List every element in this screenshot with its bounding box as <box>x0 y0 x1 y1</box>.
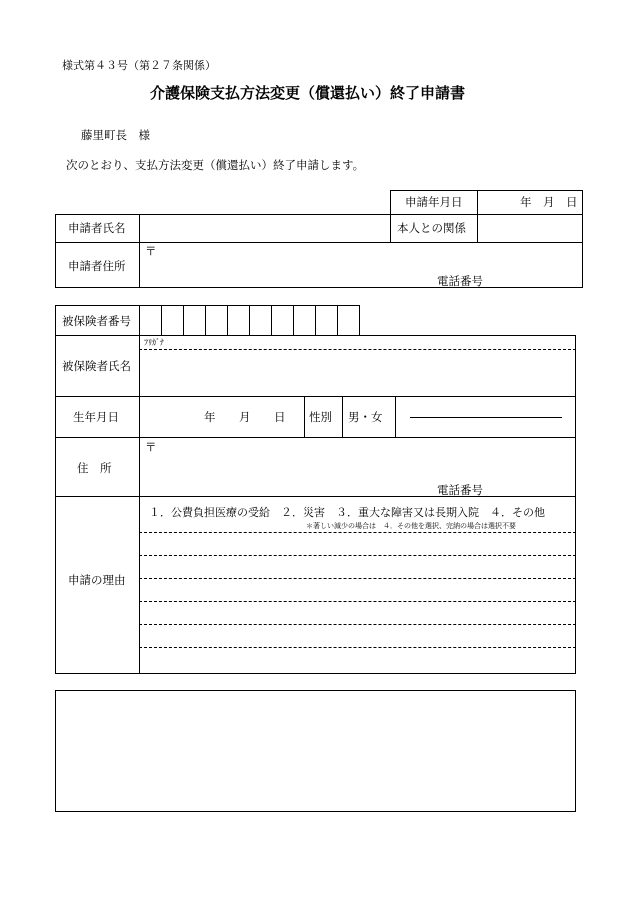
divider <box>395 396 396 438</box>
style-number: 様式第４３号（第２７条関係） <box>62 59 216 72</box>
reason-note: ＊著しい減少の場合は ４．その他を選択、完納の場合は選択不要 <box>306 522 516 530</box>
postal-mark: 〒 <box>145 440 157 454</box>
reason-options[interactable]: １．公費負担医療の受給 ２．災害 ３．重大な障害又は長期入院 ４．その他 <box>149 506 545 519</box>
applicant-address-field[interactable] <box>160 245 580 285</box>
applicant-name-label: 申請者氏名 <box>68 221 126 235</box>
relation-field[interactable] <box>480 216 580 240</box>
insured-name-field[interactable] <box>142 351 574 394</box>
birth-month-label: 月 <box>239 410 251 424</box>
insured-address-field[interactable] <box>160 441 574 493</box>
divider <box>55 396 576 397</box>
applicant-phone-label: 電話番号 <box>437 274 483 288</box>
divider <box>477 190 478 215</box>
insured-phone-label: 電話番号 <box>437 483 483 497</box>
divider <box>342 396 343 438</box>
addressee: 藤里町長 様 <box>81 128 150 142</box>
divider <box>55 242 583 243</box>
remarks-box[interactable] <box>55 690 576 812</box>
reason-label: 申請の理由 <box>68 573 126 587</box>
furigana-label: ﾌﾘｶﾞﾅ <box>144 338 164 347</box>
furigana-line <box>139 349 576 350</box>
divider <box>55 437 576 438</box>
gender-options[interactable]: 男・女 <box>348 410 383 424</box>
relation-label: 本人との関係 <box>397 221 466 235</box>
application-date-label: 申請年月日 <box>405 195 463 209</box>
remarks-text <box>56 691 575 703</box>
gender-label: 性別 <box>309 410 332 424</box>
insured-number-digit-3[interactable] <box>183 305 205 336</box>
divider <box>139 214 140 288</box>
insured-number-digit-4[interactable] <box>205 305 227 336</box>
gender-extra-line <box>410 417 562 418</box>
birthdate-field[interactable] <box>142 399 302 435</box>
reason-line-1 <box>139 532 576 533</box>
page-title: 介護保険支払方法変更（償還払い）終了申請書 <box>150 84 466 102</box>
applicant-name-field[interactable] <box>142 216 387 240</box>
insured-number-digit-6[interactable] <box>249 305 271 336</box>
reason-detail-field[interactable] <box>142 534 574 672</box>
postal-mark: 〒 <box>145 244 157 258</box>
insured-number-digit-1[interactable] <box>139 305 161 336</box>
insured-name-label: 被保険者氏名 <box>62 359 131 373</box>
insured-number-digit-2[interactable] <box>161 305 183 336</box>
divider <box>477 214 478 242</box>
divider <box>55 496 576 497</box>
insured-number-label: 被保険者番号 <box>62 314 131 328</box>
insured-address-label: 住 所 <box>77 461 112 475</box>
birthdate-label: 生年月日 <box>73 410 119 424</box>
insured-number-digit-8[interactable] <box>293 305 315 336</box>
divider <box>304 396 305 438</box>
intro-text: 次のとおり、支払方法変更（償還払い）終了申請します。 <box>66 158 365 172</box>
insured-number-digit-5[interactable] <box>227 305 249 336</box>
insured-number-digit-7[interactable] <box>271 305 293 336</box>
insured-number-digit-9[interactable] <box>315 305 337 336</box>
birth-year-label: 年 <box>204 410 216 424</box>
applicant-address-label: 申請者住所 <box>68 259 126 273</box>
divider <box>390 214 391 242</box>
birth-day-label: 日 <box>274 410 286 424</box>
insured-number-digit-10[interactable] <box>337 305 359 336</box>
application-date-field[interactable]: 年 月 日 <box>520 195 578 209</box>
